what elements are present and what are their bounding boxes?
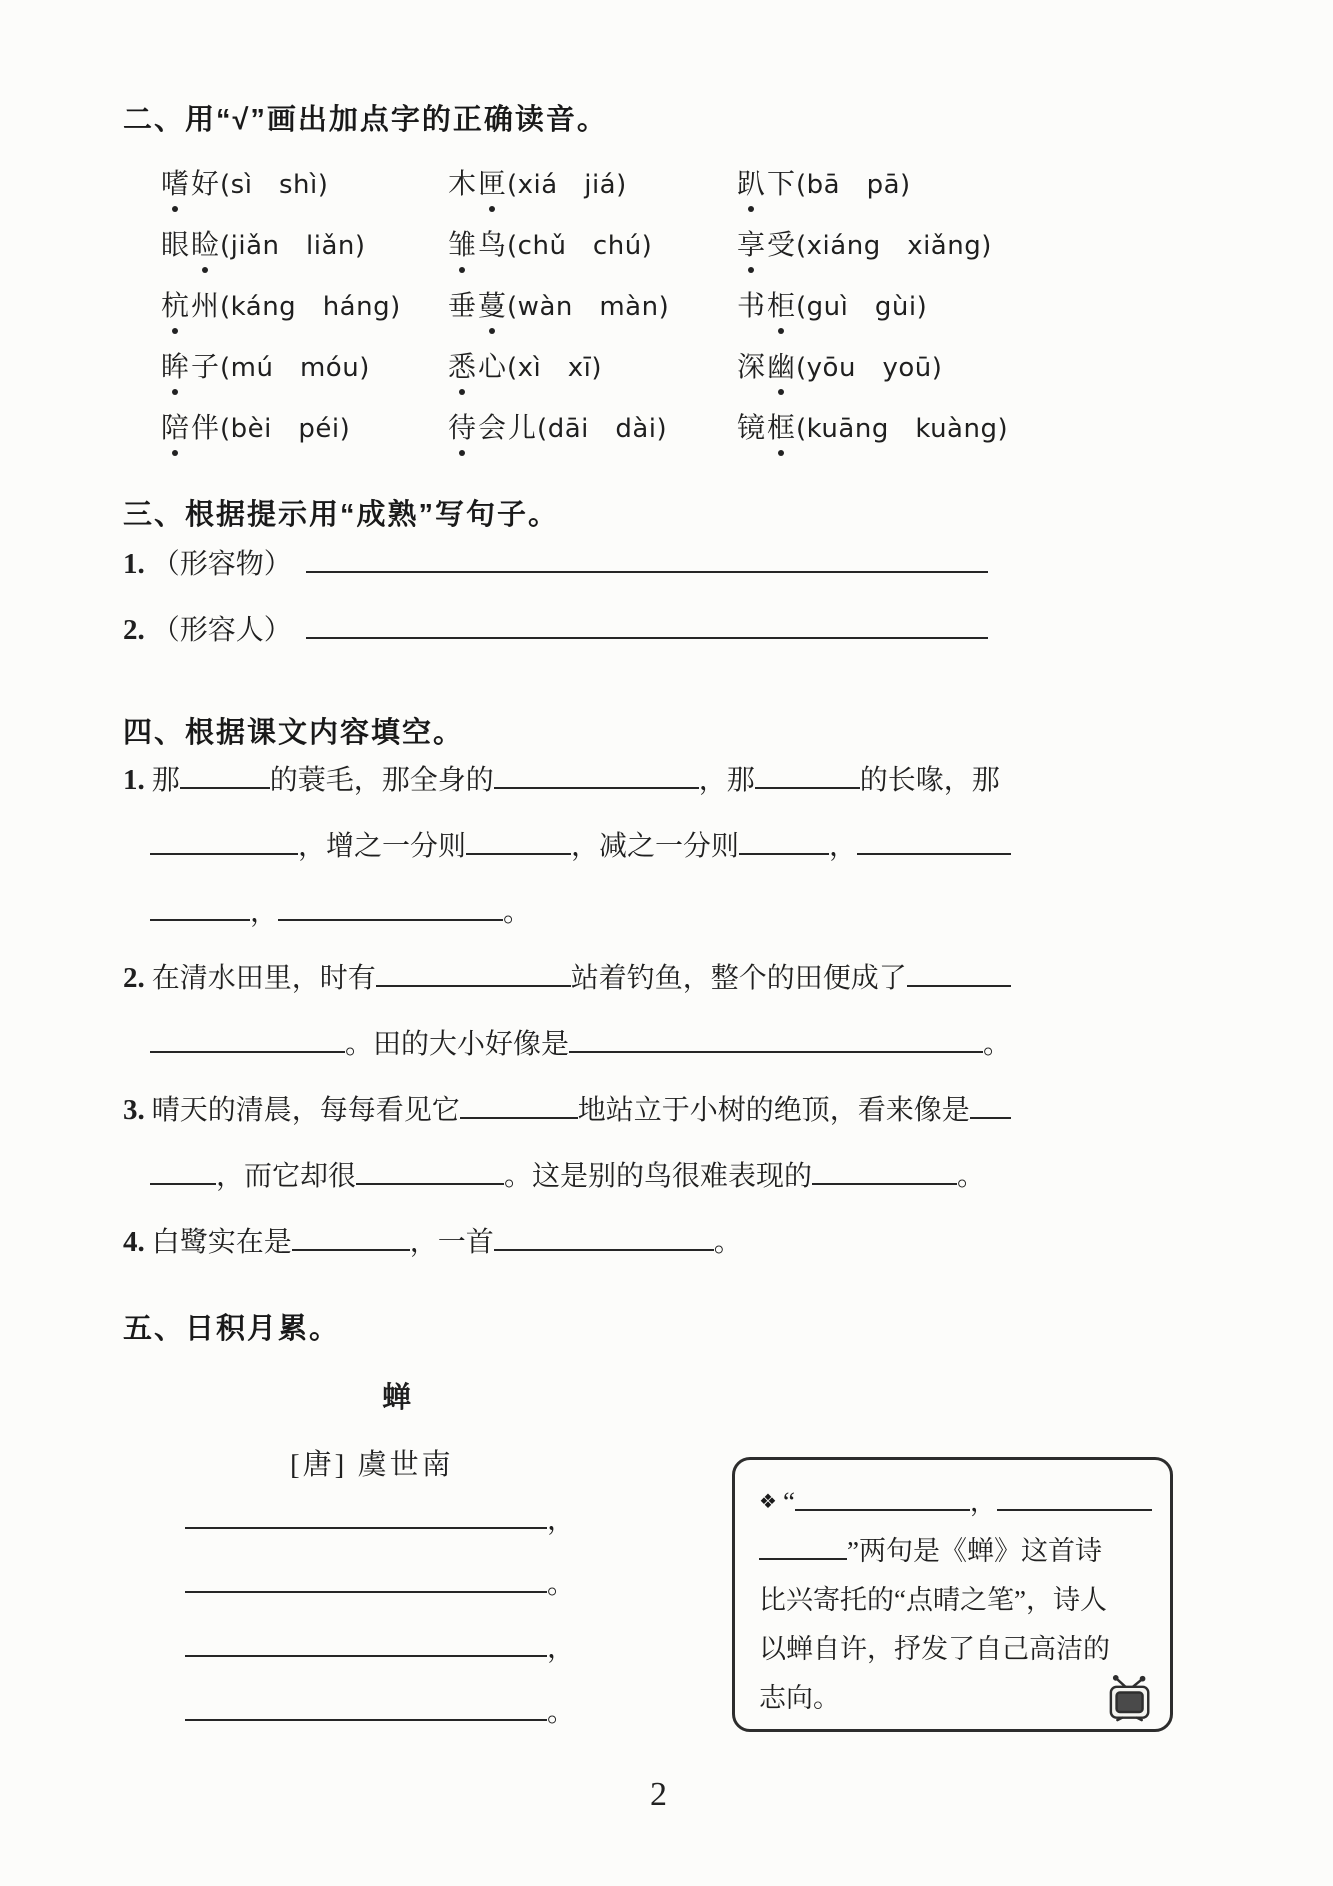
text-segment: 。 — [957, 1161, 986, 1192]
word-item — [736, 223, 992, 263]
blank-line — [759, 1554, 847, 1560]
text-segment: 地站立于小树的绝顶，看来像是 — [577, 1095, 970, 1126]
text-segment: 。田的大小好像是 — [345, 1029, 570, 1060]
word-item — [447, 345, 736, 385]
pinyin-row — [160, 284, 1008, 345]
word-item — [736, 284, 927, 324]
dotted-character: 睑 — [190, 223, 220, 263]
word-item — [160, 345, 447, 385]
section3-title: 三、根据提示用“成熟”写句子。 — [123, 499, 560, 531]
character: 会 — [478, 413, 507, 444]
dotted-character: 柜 — [766, 284, 796, 324]
text-segment: ， — [547, 1505, 576, 1536]
character: 受 — [767, 230, 796, 261]
blank-line — [739, 849, 829, 855]
dotted-character: 待 — [447, 406, 477, 446]
fill-blank-line — [123, 956, 1011, 1022]
text-segment: 。 — [713, 1227, 742, 1258]
pinyin-row — [160, 162, 1008, 223]
fill-blank-line — [123, 890, 1011, 956]
note-box — [732, 1457, 1173, 1732]
blank-line — [997, 1505, 1152, 1511]
fill-blank-line — [123, 1022, 1011, 1088]
sentence-item — [123, 542, 988, 608]
text-segment: ， — [547, 1633, 576, 1664]
dotted-character: 趴 — [736, 162, 766, 202]
sentence-items — [123, 542, 988, 674]
text-segment: （形容物） — [151, 549, 306, 580]
section2-title: 二、用“√”画出加点字的正确读音。 — [123, 104, 608, 136]
text-segment: 。 — [547, 1697, 576, 1728]
dotted-character: 幽 — [766, 345, 796, 385]
blank-line — [812, 1179, 957, 1185]
dotted-character: 雏 — [447, 223, 477, 263]
dotted-character: 框 — [766, 406, 796, 446]
note-line — [759, 1578, 1152, 1627]
text-segment: 的长喙，那 — [859, 765, 1000, 796]
text-segment: 晴天的清晨，每每看见它 — [151, 1095, 460, 1126]
text-segment: ，增之一分则 — [298, 831, 467, 862]
pinyin-options: (xiáng xiǎng) — [796, 231, 992, 261]
character: 好 — [191, 169, 220, 200]
poem-line — [185, 1626, 583, 1690]
pinyin-options: (chǔ chú) — [507, 231, 653, 261]
word-item — [447, 284, 736, 324]
poem-author: [唐] 虞世南 — [290, 1449, 454, 1481]
pinyin-options: (bā pā) — [796, 170, 911, 200]
fill-blank-line — [123, 1220, 1011, 1286]
text-segment: 。 — [547, 1569, 576, 1600]
blank-line — [278, 915, 503, 921]
character: 伴 — [191, 413, 220, 444]
pinyin-options: (sì shì) — [220, 170, 329, 200]
character: 书 — [737, 291, 766, 322]
pinyin-options: (yōu yoū) — [796, 353, 943, 383]
pinyin-options: (kuāng kuàng) — [796, 414, 1009, 444]
blank-line — [185, 1651, 547, 1657]
character: 心 — [478, 352, 507, 383]
pinyin-options: (wàn màn) — [507, 292, 670, 322]
pinyin-options: (bèi péi) — [220, 414, 351, 444]
section4-title: 四、根据课文内容填空。 — [123, 717, 465, 749]
pinyin-row — [160, 345, 1008, 406]
text-segment: ，一首 — [409, 1227, 494, 1258]
character: 眼 — [161, 230, 190, 261]
poem-title: 蝉 — [382, 1382, 412, 1414]
word-item — [160, 223, 447, 263]
blank-line — [292, 1245, 410, 1251]
word-item — [447, 406, 736, 446]
character: 深 — [737, 352, 766, 383]
word-item — [736, 345, 942, 385]
question-number: 2. — [123, 614, 145, 646]
blank-line — [857, 849, 1011, 855]
blank-line — [150, 915, 250, 921]
word-item — [736, 162, 911, 202]
character: 下 — [767, 169, 796, 200]
text-segment: ，减之一分则 — [571, 831, 740, 862]
pinyin-options: (káng háng) — [220, 292, 401, 322]
character: 镜 — [737, 413, 766, 444]
question-number: 1. — [123, 764, 145, 796]
pinyin-row — [160, 406, 1008, 467]
page-number: 2 — [650, 1776, 667, 1813]
pinyin-options: (guì gùi) — [796, 292, 928, 322]
blank-line — [150, 1179, 216, 1185]
text-segment: 。 — [982, 1029, 1011, 1060]
text-segment: 志向。 — [759, 1683, 840, 1713]
dotted-character: 匣 — [477, 162, 507, 202]
character: 儿 — [508, 413, 537, 444]
text-segment: 站着钓鱼，整个的田便成了 — [570, 963, 907, 994]
question-number: 2. — [123, 962, 145, 994]
text-segment: （形容人） — [151, 615, 306, 646]
note-line — [759, 1480, 1152, 1529]
blank-line — [494, 783, 699, 789]
diamond-bullet-icon: ❖ — [759, 1491, 777, 1513]
note-line — [759, 1627, 1152, 1676]
dotted-character: 嗜 — [160, 162, 190, 202]
blank-line — [185, 1587, 547, 1593]
pinyin-options: (xiá jiá) — [507, 170, 627, 200]
blank-line — [306, 633, 988, 639]
pinyin-row — [160, 223, 1008, 284]
poem-line — [185, 1562, 583, 1626]
blank-line — [150, 849, 298, 855]
poem-line — [185, 1690, 583, 1754]
fill-blank-lines — [123, 758, 1011, 1286]
character: 垂 — [448, 291, 477, 322]
text-segment: 。 — [503, 897, 532, 928]
text-segment: 。这是别的鸟很难表现的 — [504, 1161, 813, 1192]
word-item — [160, 162, 447, 202]
note-line — [759, 1676, 1152, 1725]
question-number: 1. — [123, 548, 145, 580]
dotted-character: 杭 — [160, 284, 190, 324]
note-box-lines — [759, 1480, 1152, 1725]
text-segment: 白鹭实在是 — [151, 1227, 292, 1258]
text-segment: ，那 — [698, 765, 755, 796]
word-item — [736, 406, 1008, 446]
word-item — [160, 406, 447, 446]
fill-blank-line — [123, 1088, 1011, 1154]
blank-line — [466, 849, 571, 855]
dotted-character: 悉 — [447, 345, 477, 385]
word-item — [447, 223, 736, 263]
fill-blank-line — [123, 1154, 1011, 1220]
note-line — [759, 1529, 1152, 1578]
pinyin-options: (jiǎn liǎn) — [220, 231, 366, 261]
blank-line — [569, 1047, 983, 1053]
blank-line — [356, 1179, 504, 1185]
blank-line — [795, 1505, 970, 1511]
dotted-character: 眸 — [160, 345, 190, 385]
text-segment: 的蓑毛，那全身的 — [269, 765, 494, 796]
section5-title: 五、日积月累。 — [123, 1313, 341, 1345]
text-segment: “ — [782, 1487, 795, 1517]
character: 子 — [191, 352, 220, 383]
tv-icon — [1106, 1675, 1158, 1723]
character: 州 — [191, 291, 220, 322]
text-segment: ， — [969, 1487, 997, 1517]
poem-lines — [185, 1498, 583, 1754]
dotted-character: 陪 — [160, 406, 190, 446]
blank-line — [185, 1523, 547, 1529]
blank-line — [185, 1715, 547, 1721]
blank-line — [907, 981, 1011, 987]
poem-line — [185, 1498, 583, 1562]
blank-line — [306, 567, 988, 573]
character: 鸟 — [478, 230, 507, 261]
text-segment: 那 — [151, 765, 180, 796]
text-segment: 在清水田里，时有 — [151, 963, 376, 994]
word-item — [160, 284, 447, 324]
character: 木 — [448, 169, 477, 200]
text-segment: 比兴寄托的“点晴之笔”，诗人 — [759, 1585, 1107, 1615]
pinyin-options: (dāi dài) — [537, 414, 668, 444]
sentence-item — [123, 608, 988, 674]
blank-line — [180, 783, 270, 789]
blank-line — [755, 783, 860, 789]
text-segment: ”两句是《蝉》这首诗 — [847, 1536, 1102, 1566]
pinyin-options: (mú móu) — [220, 353, 370, 383]
dotted-character: 享 — [736, 223, 766, 263]
text-segment: 以蝉自许，抒发了自己高洁的 — [759, 1634, 1110, 1664]
blank-line — [376, 981, 571, 987]
blank-line — [970, 1113, 1011, 1119]
fill-blank-line — [123, 758, 1011, 824]
word-item — [447, 162, 736, 202]
pinyin-options: (xì xī) — [507, 353, 603, 383]
blank-line — [494, 1245, 714, 1251]
blank-line — [460, 1113, 578, 1119]
text-segment: ，而它却很 — [216, 1161, 357, 1192]
question-number: 3. — [123, 1094, 145, 1126]
fill-blank-line — [123, 824, 1011, 890]
dotted-character: 蔓 — [477, 284, 507, 324]
text-segment: ， — [829, 831, 858, 862]
text-segment: ， — [250, 897, 279, 928]
question-number: 4. — [123, 1226, 145, 1258]
pinyin-grid — [160, 162, 1008, 467]
blank-line — [150, 1047, 345, 1053]
